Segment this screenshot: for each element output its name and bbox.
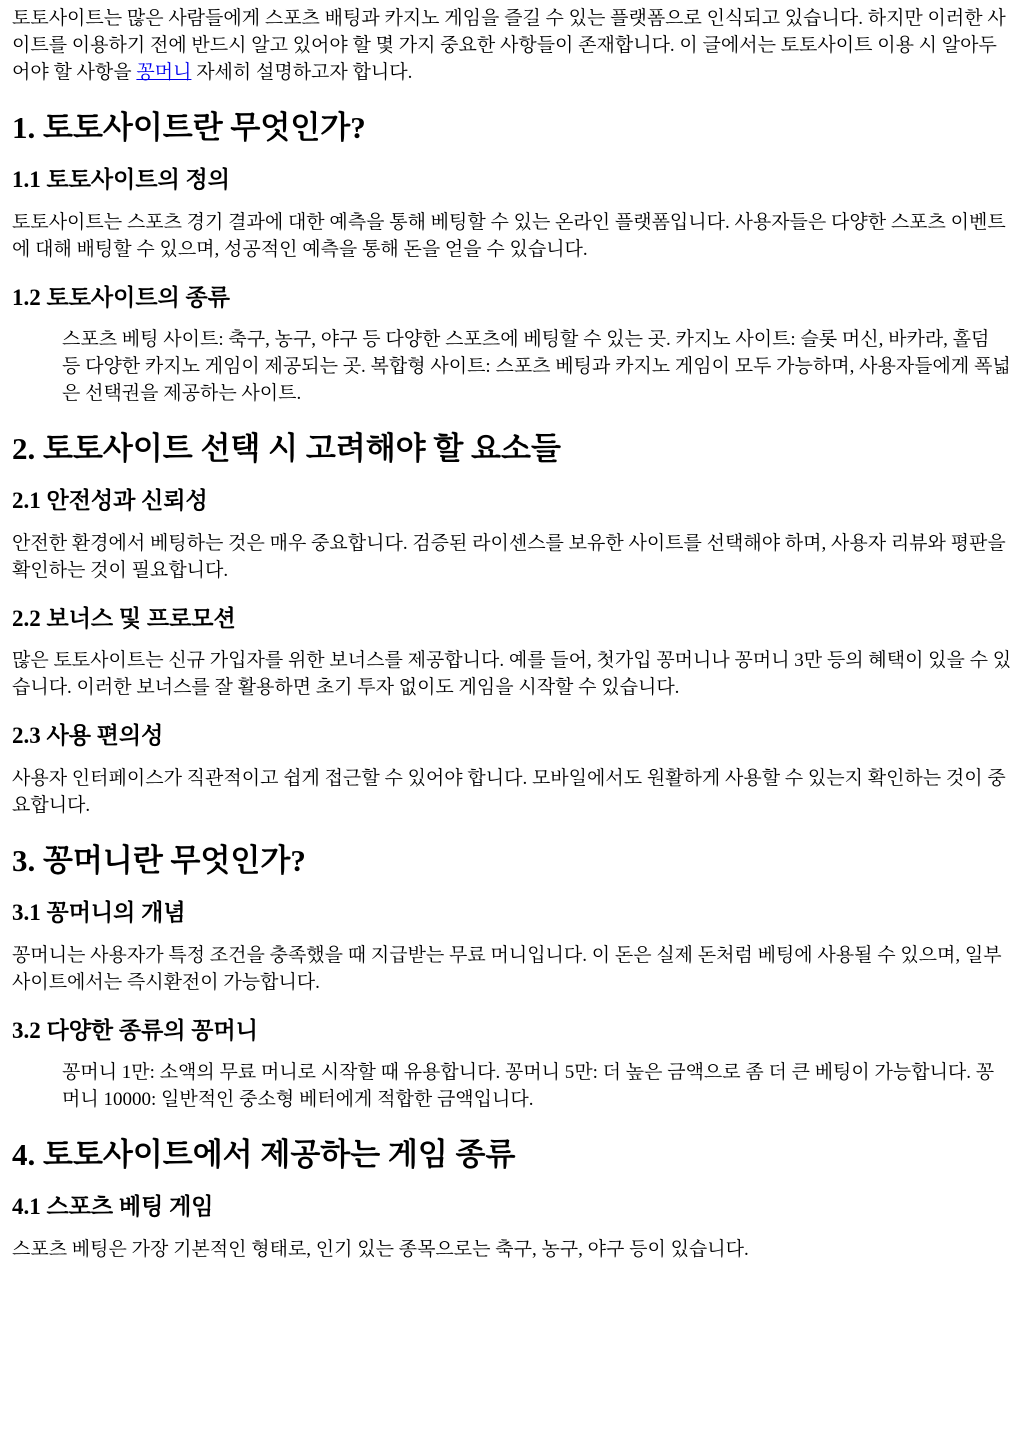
section-2-3-text: 사용자 인터페이스가 직관적이고 쉽게 접근할 수 있어야 합니다. 모바일에서도 원활하게 사용할 수 있는지 확인하는 것이 중요합니다. [12,767,1006,816]
section-4-heading: 4. 토토사이트에서 제공하는 게임 종류 [12,1137,516,1173]
section-1-2-quote: 스포츠 베팅 사이트: 축구, 농구, 야구 등 다양한 스포츠에 베팅할 수 있는 곳. 카지노 사이트: 슬롯 머신, 바카라, 홀덤 등 다양한 카지노 게임이 제공되는 곳. 복합형 사이트: 스포츠 베팅과 카지노 게임이 모두 가능하며, 사용자들에게 폭넓은 선택권을 제공하는 사이트. [62,329,1011,405]
section-2-2-heading: 2.2 보너스 및 프로모션 [12,605,236,631]
kkongmoney-link[interactable]: 꽁머니 [136,61,192,83]
section-1-heading: 1. 토토사이트란 무엇인가? [12,109,366,145]
intro-text: 토토사이트는 많은 사람들에게 스포츠 배팅과 카지노 게임을 즐길 수 있는 플랫폼으로 인식되고 있습니다. 하지만 이러한 사이트를 이용하기 전에 반드시 알고 있어야 할 몇 가지 중요한 사항들이 존재합니다. 이 글에서는 토토사이트 이용 시 알아두어야 할 사항을 [12,8,1006,83]
intro-text-end: 자세히 설명하고자 합니다. [191,61,413,83]
section-3-heading: 3. 꽁머니란 무엇인가? [12,842,306,878]
section-2-1-heading: 2.1 안전성과 신뢰성 [12,488,208,514]
section-4-1-heading: 4.1 스포츠 베팅 게임 [12,1194,214,1220]
section-4-1-text: 스포츠 베팅은 가장 기본적인 형태로, 인기 있는 종목으로는 축구, 농구, 야구 등이 있습니다. [12,1238,749,1260]
section-3-2-heading: 3.2 다양한 종류의 꽁머니 [12,1017,258,1043]
section-1-1-heading: 1.1 토토사이트의 정의 [12,167,230,193]
section-3-1-heading: 3.1 꽁머니의 개념 [12,900,186,926]
section-2-2-text: 많은 토토사이트는 신규 가입자를 위한 보너스를 제공합니다. 예를 들어, 첫가입 꽁머니나 꽁머니 3만 등의 혜택이 있을 수 있습니다. 이러한 보너스를 잘 활용하면 초기 투자 없이도 게임을 시작할 수 있습니다. [12,650,1012,699]
section-3-1-text: 꽁머니는 사용자가 특정 조건을 충족했을 때 지급받는 무료 머니입니다. 이 돈은 실제 돈처럼 베팅에 사용될 수 있으며, 일부 사이트에서는 즉시환전이 가능합니다. [12,944,1002,993]
section-2-3-heading: 2.3 사용 편의성 [12,723,164,749]
section-3-2-quote: 꽁머니 1만: 소액의 무료 머니로 시작할 때 유용합니다. 꽁머니 5만: 더 높은 금액으로 좀 더 큰 베팅이 가능합니다. 꽁머니 10000: 일반적인 중소형 베터에게 적합한 금액입니다. [62,1062,995,1111]
intro-paragraph [12,6,1012,87]
section-1-2-heading: 1.2 토토사이트의 종류 [12,284,230,310]
section-1-1-text: 토토사이트는 스포츠 경기 결과에 대한 예측을 통해 베팅할 수 있는 온라인 플랫폼입니다. 사용자들은 다양한 스포츠 이벤트에 대해 배팅할 수 있으며, 성공적인 예측을 통해 돈을 얻을 수 있습니다. [12,211,1006,260]
section-2-1-text: 안전한 환경에서 베팅하는 것은 매우 중요합니다. 검증된 라이센스를 보유한 사이트를 선택해야 하며, 사용자 리뷰와 평판을 확인하는 것이 필요합니다. [12,532,1006,581]
section-2-heading: 2. 토토사이트 선택 시 고려해야 할 요소들 [12,431,561,467]
